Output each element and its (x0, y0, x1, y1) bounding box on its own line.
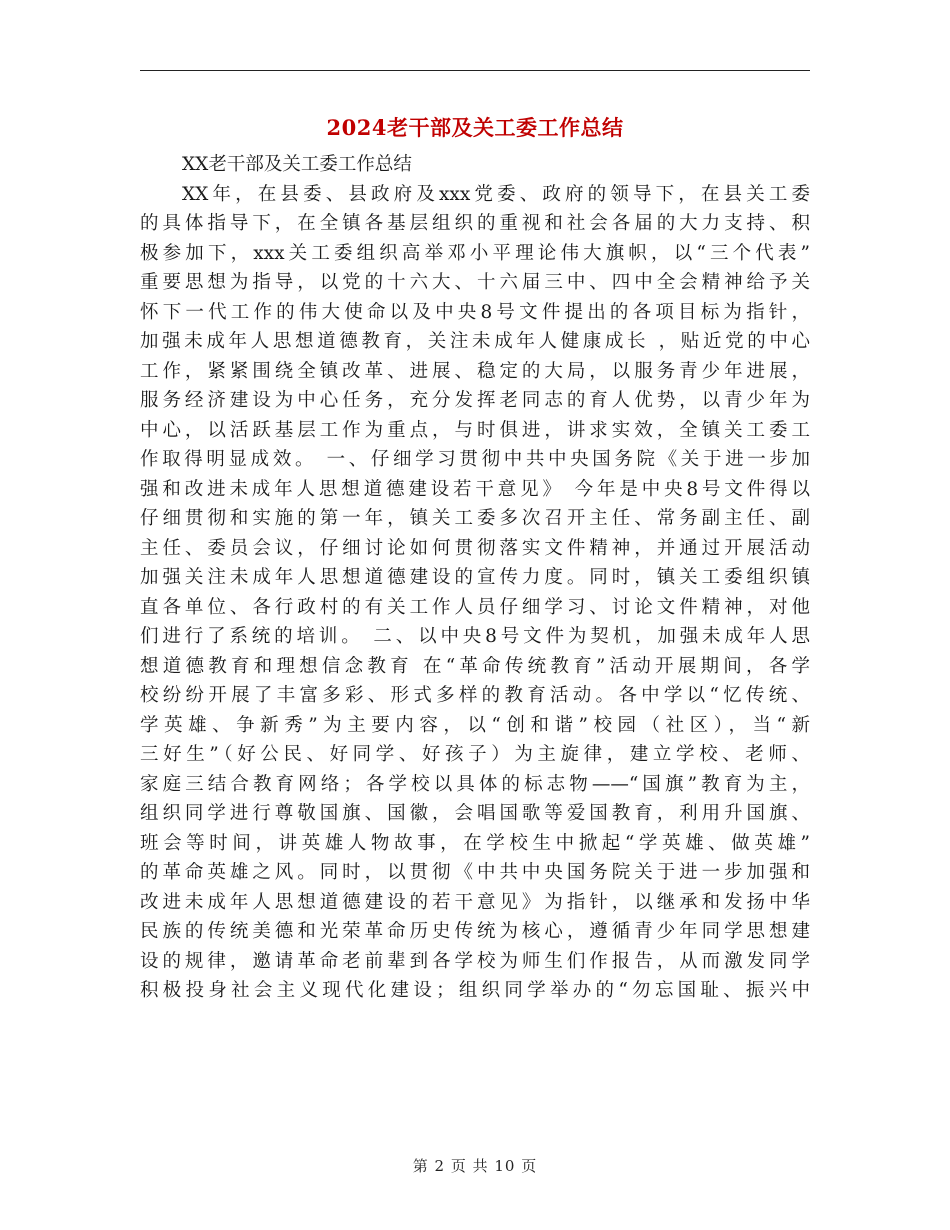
body-line: 加强关注未成年人思想道德建设的宣传力度。同时，镇关工委组织镇 (140, 567, 810, 588)
body-line: 的具体指导下，在全镇各基层组织的重视和社会各届的大力支持、积 (140, 213, 810, 234)
body-line: 学英雄、争新秀”为主要内容，以“创和谐”校园（社区），当“新 (140, 714, 810, 736)
body-line: 积极投身社会主义现代化建设；组织同学举办的“勿忘国耻、振兴中 (140, 980, 810, 1001)
body-line: 中心，以活跃基层工作为重点，与时俱进，讲求实效，全镇关工委工 (140, 419, 810, 441)
body-line: 仔细贯彻和实施的第一年，镇关工委多次召开主任、常务副主任、副 (140, 508, 810, 529)
body-line: 作取得明显成效。 一、仔细学习贯彻中共中央国务院《关于进一步加 (140, 449, 810, 470)
document-body (140, 150, 810, 1006)
body-line: 强和改进未成年人思想道德建设若干意见》 今年是中央8号文件得以 (140, 478, 810, 500)
body-line: 极参加下，xxx关工委组织高举邓小平理论伟大旗帜，以“三个代表” (140, 242, 810, 264)
header-rule (140, 70, 810, 71)
page-number-footer: 第 2 页 共 10 页 (412, 1157, 538, 1175)
body-line: XX年，在县委、县政府及xxx党委、政府的领导下，在县关工委 (182, 183, 810, 205)
body-line: 直各单位、各行政村的有关工作人员仔细学习、讨论文件精神，对他 (140, 596, 810, 618)
body-line: 加强未成年人思想道德教育，关注未成年人健康成长 ，贴近党的中心 (140, 331, 810, 352)
document-title: 2024老干部及关工委工作总结 (326, 115, 624, 140)
body-line: 三好生”（好公民、好同学、好孩子）为主旋律，建立学校、老师、 (140, 744, 810, 765)
body-line: 服务经济建设为中心任务，充分发挥老同志的育人优势，以青少年为 (140, 390, 810, 411)
body-line: 想道德教育和理想信念教育 在“革命传统教育”活动开展期间，各学 (140, 655, 810, 677)
body-line: 们进行了系统的培训。 二、以中央8号文件为契机，加强未成年人思 (140, 626, 810, 647)
body-line: 怀下一代工作的伟大使命以及中央8号文件提出的各项目标为指针， (140, 301, 810, 323)
body-line: 民族的传统美德和光荣革命历史传统为核心，遵循青少年同学思想建 (140, 921, 810, 942)
body-line: 的革命英雄之风。同时，以贯彻《中共中央国务院关于进一步加强和 (140, 862, 810, 883)
body-line: 校纷纷开展了丰富多彩、形式多样的教育活动。各中学以“忆传统、 (140, 685, 810, 706)
body-line: 工作，紧紧围绕全镇改革、进展、稳定的大局，以服务青少年进展， (140, 360, 810, 382)
body-line: 班会等时间，讲英雄人物故事，在学校生中掀起“学英雄、做英雄” (140, 832, 810, 854)
body-line: 设的规律，邀请革命老前辈到各学校为师生们作报告，从而激发同学 (140, 950, 810, 972)
body-line: 组织同学进行尊敬国旗、国徽，会唱国歌等爱国教育，利用升国旗、 (140, 803, 810, 824)
body-line-subtitle: XX老干部及关工委工作总结 (182, 154, 412, 175)
body-line: 重要思想为指导，以党的十六大、十六届三中、四中全会精神给予关 (140, 272, 810, 293)
body-line: 改进未成年人思想道德建设的若干意见》为指针，以继承和发扬中华 (140, 891, 810, 913)
body-line: 家庭三结合教育网络；各学校以具体的标志物——“国旗”教育为主， (140, 773, 810, 795)
body-line: 主任、委员会议，仔细讨论如何贯彻落实文件精神，并通过开展活动 (140, 537, 810, 559)
